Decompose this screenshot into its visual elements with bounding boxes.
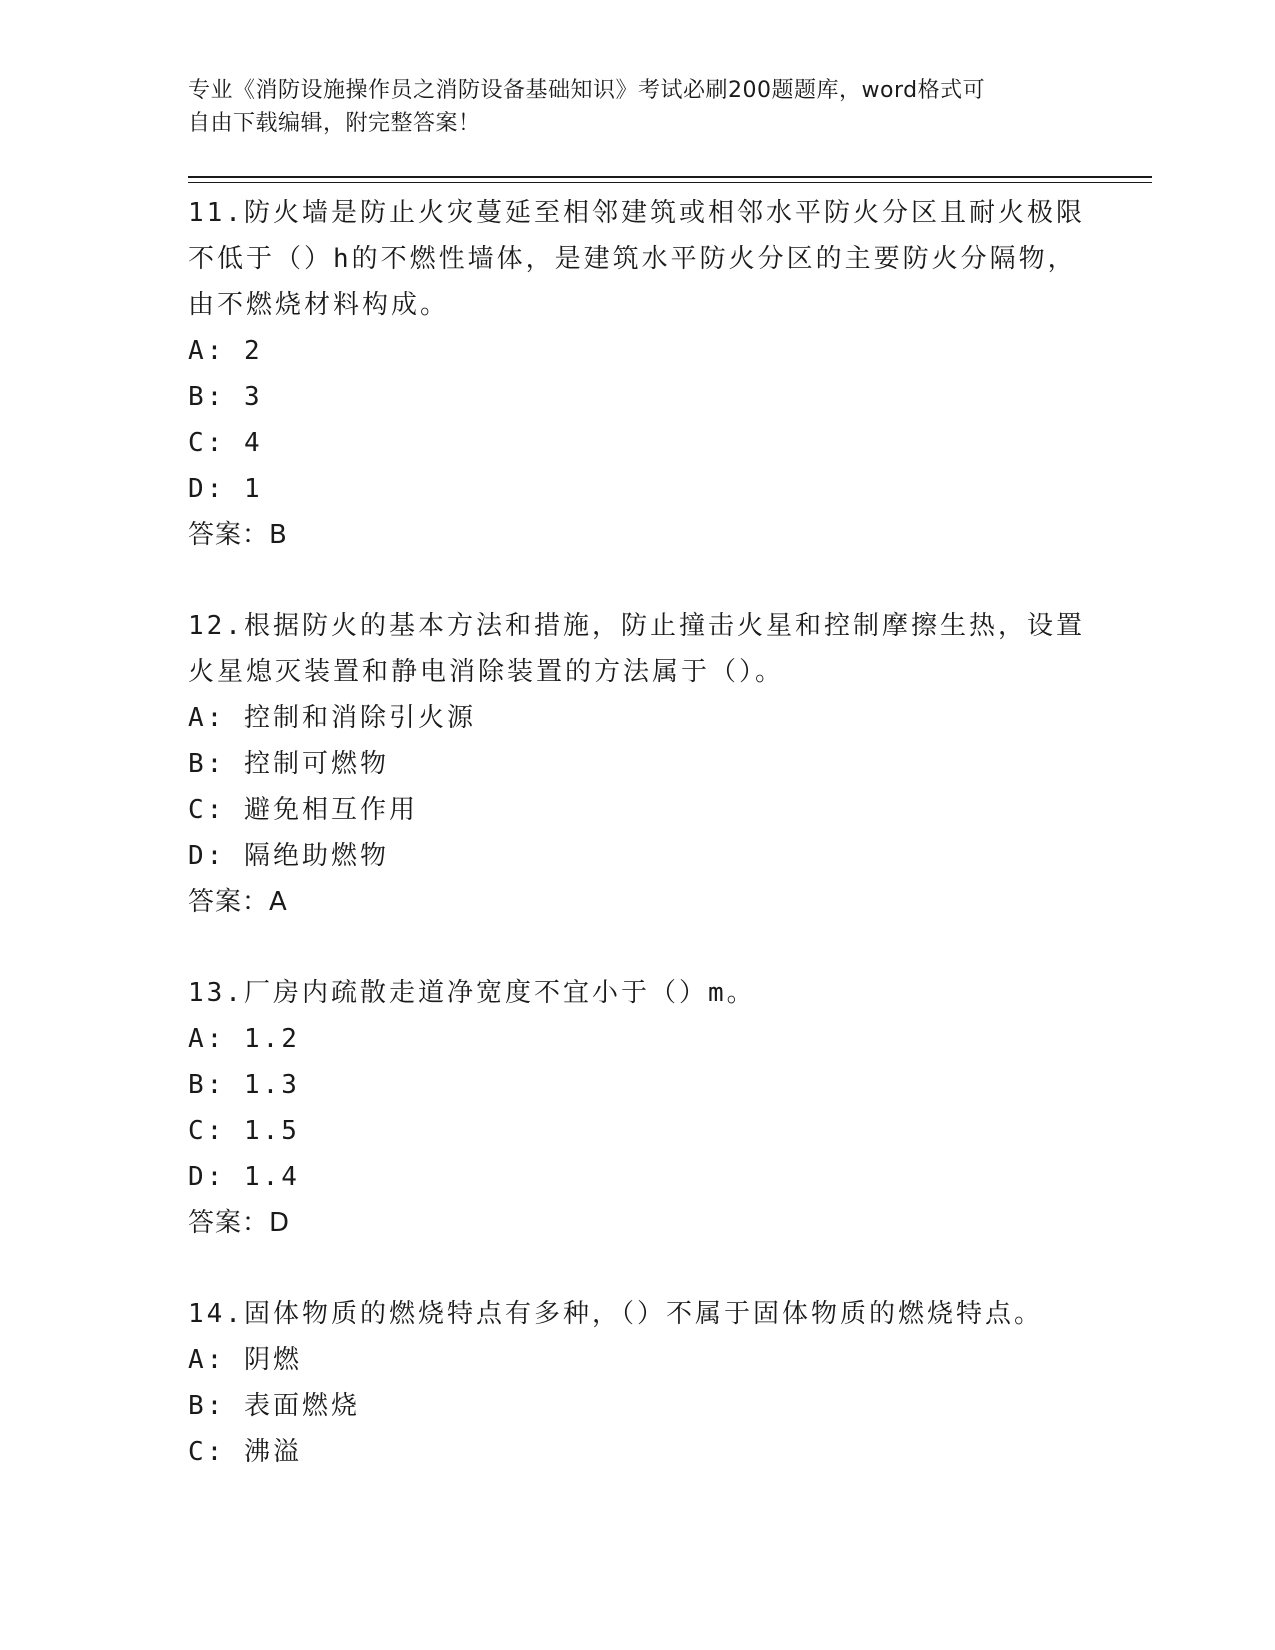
- question-stem-line: 13.厂房内疏散走道净宽度不宜小于（）m。: [188, 978, 756, 1008]
- question-stem-line: 11.防火墙是防止火灾蔓延至相邻建筑或相邻水平防火分区且耐火极限: [188, 198, 1085, 228]
- spacer: [188, 1246, 1088, 1291]
- option-c: C: 避免相互作用: [188, 795, 418, 825]
- option-c: C: 4: [188, 428, 263, 458]
- option-c: C: 沸溢: [188, 1437, 302, 1467]
- question-item: [188, 603, 1088, 925]
- answer-label: 答案：D: [188, 1208, 291, 1238]
- document-header: [188, 74, 1088, 140]
- option-b: B: 3: [188, 382, 263, 412]
- answer-label: 答案：A: [188, 887, 288, 917]
- header-line-2: 自由下载编辑，附完整答案！: [188, 111, 481, 136]
- header-divider-thin: [188, 182, 1152, 183]
- option-d: D: 1: [188, 474, 263, 504]
- option-c: C: 1.5: [188, 1116, 300, 1146]
- question-list: [188, 190, 1088, 1475]
- question-stem-line: 12.根据防火的基本方法和措施，防止撞击火星和控制摩擦生热，设置: [188, 611, 1085, 641]
- question-stem-line: 由不燃烧材料构成。: [188, 290, 450, 320]
- question-stem-line: 不低于（）h的不燃性墙体，是建筑水平防火分区的主要防火分隔物，: [188, 244, 1077, 274]
- option-d: D: 1.4: [188, 1162, 300, 1192]
- header-divider-thick: [188, 176, 1152, 178]
- option-b: B: 表面燃烧: [188, 1391, 360, 1421]
- answer-label: 答案：B: [188, 520, 288, 550]
- question-stem: [188, 1291, 1088, 1337]
- question-stem-line: 14.固体物质的燃烧特点有多种，（）不属于固体物质的燃烧特点。: [188, 1299, 1043, 1329]
- question-stem: [188, 190, 1088, 328]
- header-line-1: 专业《消防设施操作员之消防设备基础知识》考试必刷200题题库，word格式可: [188, 78, 986, 103]
- option-a: A: 阴燃: [188, 1345, 302, 1375]
- question-stem: [188, 603, 1088, 695]
- question-item: [188, 190, 1088, 558]
- spacer: [188, 558, 1088, 603]
- option-d: D: 隔绝助燃物: [188, 841, 389, 871]
- question-item: [188, 1291, 1088, 1475]
- option-a: A: 1.2: [188, 1024, 300, 1054]
- option-b: B: 1.3: [188, 1070, 300, 1100]
- question-item: [188, 970, 1088, 1246]
- question-stem-line: 火星熄灭装置和静电消除装置的方法属于（）。: [188, 657, 785, 687]
- question-stem: [188, 970, 1088, 1016]
- option-a: A: 2: [188, 336, 263, 366]
- option-b: B: 控制可燃物: [188, 749, 389, 779]
- spacer: [188, 925, 1088, 970]
- option-a: A: 控制和消除引火源: [188, 703, 476, 733]
